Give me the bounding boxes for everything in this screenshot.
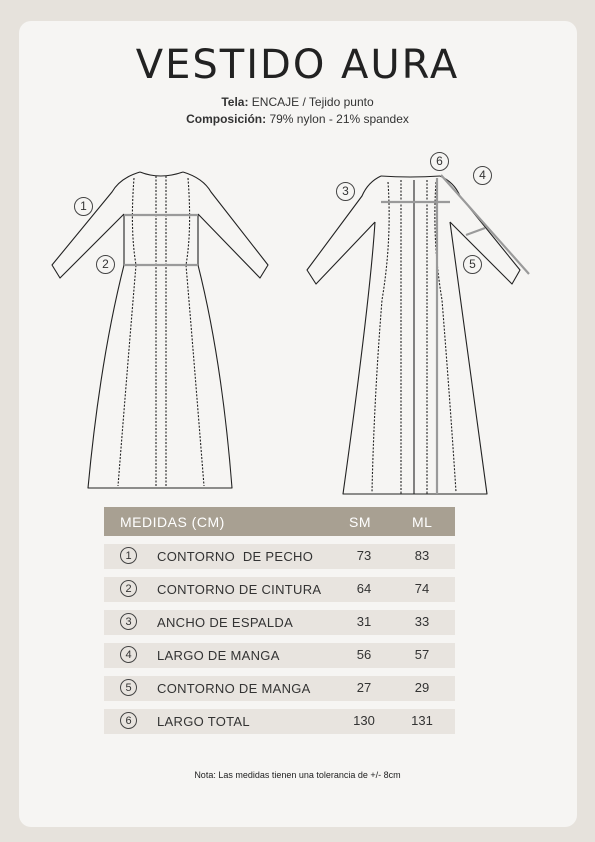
header-measures: MEDIDAS (CM) [120,514,225,530]
fabric-label: Tela: [221,95,249,109]
row-value-sm: 73 [356,548,372,563]
row-label: LARGO DE MANGA [157,648,280,663]
row-value-sm: 130 [353,713,375,728]
row-label: ANCHO DE ESPALDA [157,615,294,630]
tolerance-note: Nota: Las medidas tienen una tolerancia de +/- 8cm [194,770,401,780]
row-value-ml: 57 [414,647,430,662]
composition-label: Composición: [186,112,267,126]
measurements-table [104,507,455,734]
header-size-sm: SM [349,514,371,530]
sleeve-circumference-measure-line [466,228,485,235]
row-label: CONTORNO DE MANGA [157,681,311,696]
row-value-ml: 29 [414,680,430,695]
row-label: CONTORNO DE CINTURA [157,582,322,597]
table-header [104,507,455,536]
row-value-sm: 27 [356,680,372,695]
row-number: 3 [120,613,137,630]
table-row [104,577,455,602]
row-value-ml: 74 [414,581,430,596]
row-label: CONTORNO DE PECHO [157,549,314,564]
table-row [104,544,455,569]
row-value-sm: 64 [356,581,372,596]
table-row [104,676,455,701]
sleeve-length-measure-line [441,175,529,274]
row-number: 2 [120,580,137,597]
row-value-ml: 83 [414,548,430,563]
row-number: 5 [120,679,137,696]
row-value-sm: 56 [356,647,372,662]
marker-5: 5 [463,255,482,274]
table-row [104,610,455,635]
table-row [104,709,455,734]
row-value-sm: 31 [356,614,372,629]
row-number: 4 [120,646,137,663]
marker-6: 6 [430,152,449,171]
row-number: 6 [120,712,137,729]
marker-3: 3 [336,182,355,201]
marker-4: 4 [473,166,492,185]
row-number: 1 [120,547,137,564]
marker-2: 2 [96,255,115,274]
row-value-ml: 33 [414,614,430,629]
composition-value: 79% nylon - 21% spandex [269,112,409,126]
marker-1: 1 [74,197,93,216]
header-size-ml: ML [412,514,433,530]
back-dress-sketch [307,176,520,494]
row-label: LARGO TOTAL [157,714,250,729]
measurement-lines [124,175,529,494]
row-value-ml: 131 [411,713,433,728]
fabric-value: ENCAJE / Tejido punto [251,95,374,109]
table-row [104,643,455,668]
front-dress-sketch [52,172,268,488]
product-title: VESTIDO AURA [135,42,460,88]
